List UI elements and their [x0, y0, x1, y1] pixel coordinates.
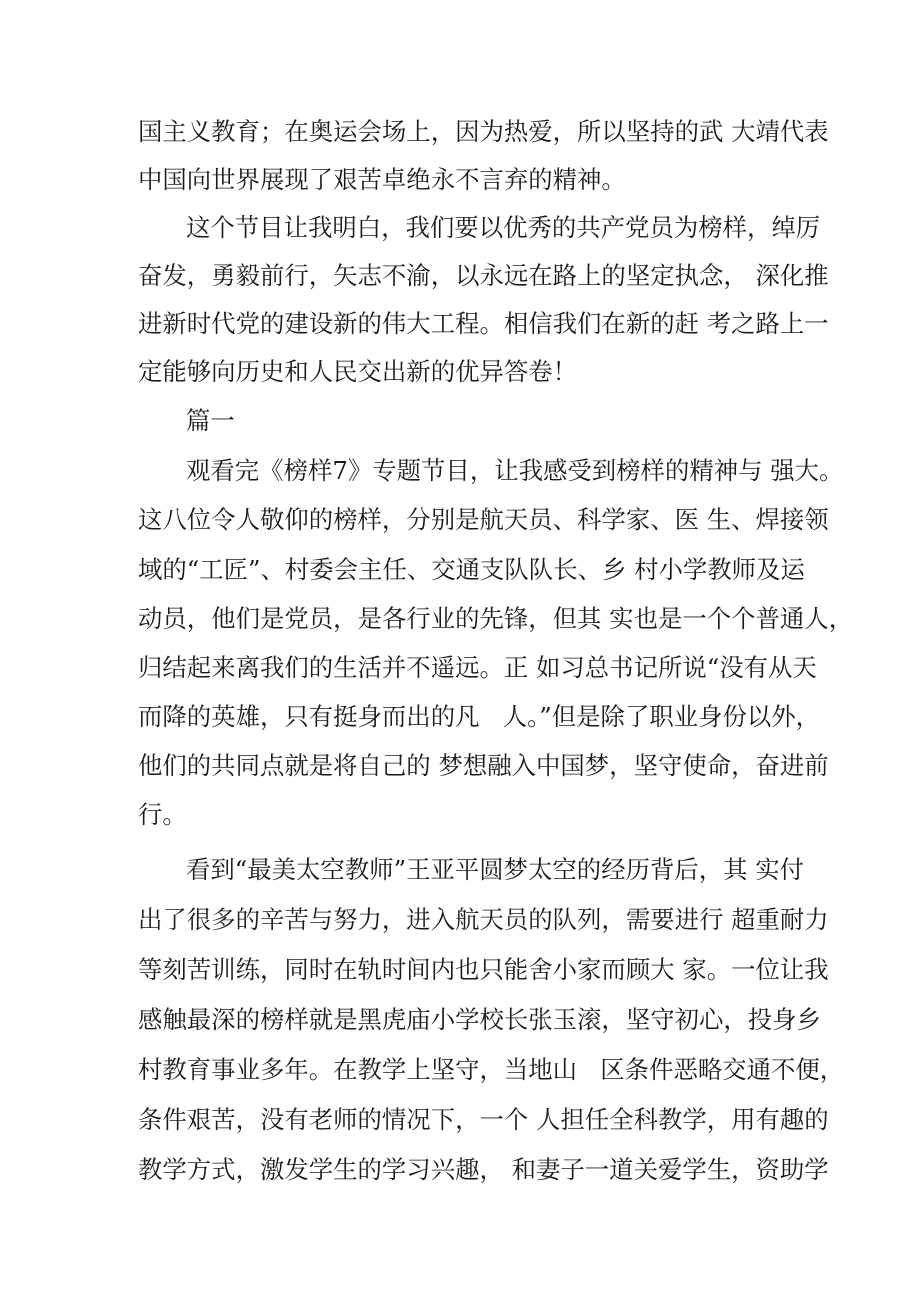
text-line: 中国向世界展现了艰苦卓绝永不言弃的精神。	[138, 165, 626, 194]
text-line: 奋发，勇毅前行，矢志不渝，以永远在路上的坚定执念， 深化推	[138, 261, 829, 290]
section-heading: 篇一	[186, 406, 235, 435]
text-line: 这八位令人敬仰的榜样，分别是航天员、科学家、医 生、焊接领	[138, 505, 829, 534]
text-line: 感触最深的榜样就是黑虎庙小学校长张玉滚，坚守初心，投身乡	[138, 1005, 821, 1034]
text-line: 条件艰苦，没有老师的情况下，一个 人担任全科教学，用有趣的	[138, 1105, 829, 1134]
paragraph-first-line: 观看完《榜样7》专题节目，让我感受到榜样的精神与 强大。	[186, 456, 844, 485]
text-line: 等刻苦训练，同时在轨时间内也只能舍小家而顾大 家。一位让我	[138, 955, 829, 984]
text-line: 而降的英雄，只有挺身而出的凡 人。”但是除了职业身份以外，	[138, 702, 821, 731]
text-line: 进新时代党的建设新的伟大工程。相信我们在新的赶 考之路上一	[138, 309, 829, 338]
text-line: 域的“工匠”、村委会主任、交通支队队长、乡 村小学教师及运	[138, 555, 805, 584]
paragraph-first-line: 这个节目让我明白，我们要以优秀的共产党员为榜样，绰厉	[186, 213, 821, 242]
text-line: 出了很多的辛苦与努力，进入航天员的队列，需要进行 超重耐力	[138, 905, 829, 934]
text-line: 教学方式，激发学生的学习兴趣， 和妻子一道关爱学生，资助学	[138, 1155, 829, 1184]
text-line: 定能够向历史和人民交出新的优异答卷！	[138, 357, 578, 386]
text-line: 他们的共同点就是将自己的 梦想融入中国梦，坚守使命，奋进前	[138, 751, 829, 780]
text-line: 村教育事业多年。在教学上坚守，当地山 区条件恶略交通不便，	[138, 1055, 845, 1084]
text-line: 国主义教育；在奥运会场上，因为热爱，所以坚持的武 大靖代表	[138, 117, 829, 146]
paragraph-first-line: 看到“最美太空教师”王亚平圆梦太空的经历背后，其 实付	[186, 855, 805, 884]
text-line: 行。	[138, 800, 187, 829]
text-line: 归结起来离我们的生活并不遥远。正 如习总书记所说“没有从天	[138, 653, 817, 682]
text-line: 动员，他们是党员，是各行业的先锋，但其 实也是一个个普通人，	[138, 604, 854, 633]
